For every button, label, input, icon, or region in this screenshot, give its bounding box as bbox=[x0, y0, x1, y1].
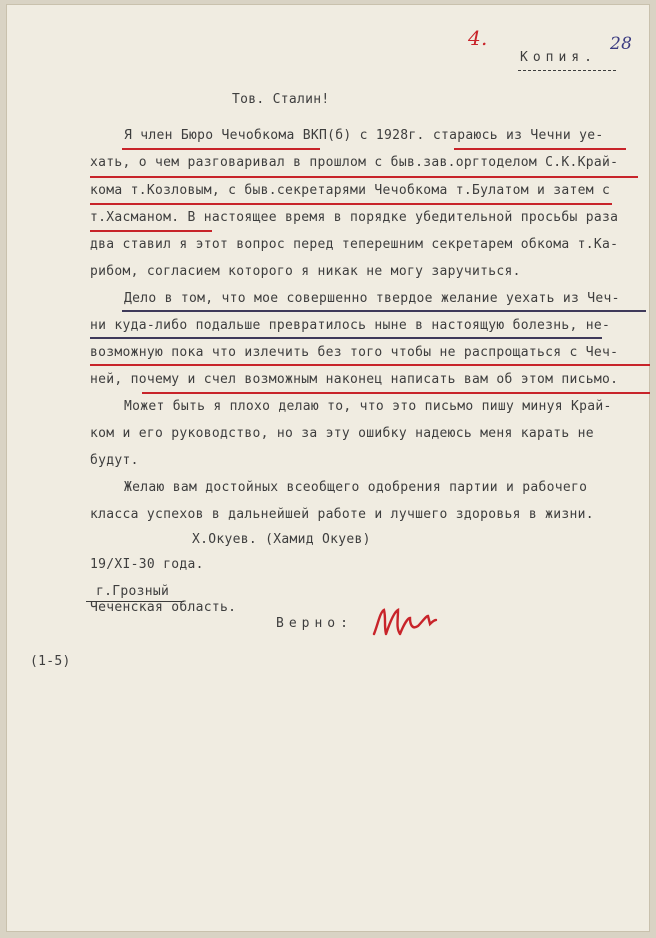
paragraph2-line: возможную пока что излечить без того чтобы не распрощаться с Чеч- bbox=[90, 345, 619, 360]
paragraph1-line: Я член Бюро Чечобкома ВКП(б) с 1928г. стараюсь из Чечни уе- bbox=[124, 128, 604, 143]
paragraph3-line: ком и его руководство, но за эту ошибку надеюсь меня карать не bbox=[90, 426, 594, 441]
red-underline bbox=[122, 148, 320, 150]
paragraph1-line: два ставил я этот вопрос перед теперешним секретарем обкома т.Ка- bbox=[90, 237, 619, 252]
red-underline bbox=[90, 364, 650, 366]
place-region: Чеченская область. bbox=[90, 600, 237, 615]
signature-name: Х.Окуев. (Хамид Окуев) bbox=[192, 532, 371, 547]
salutation: Тов. Сталин! bbox=[232, 92, 330, 107]
copy-label-underline bbox=[518, 70, 616, 71]
paragraph1-line: рибом, согласием которого я никак не могу заручиться. bbox=[90, 264, 521, 279]
letter-date: 19/XI-30 года. bbox=[90, 557, 204, 572]
red-underline bbox=[90, 203, 612, 205]
place-city: г.Грозный bbox=[96, 584, 170, 599]
margin-note: (1-5) bbox=[30, 654, 71, 669]
red-underline bbox=[142, 392, 650, 394]
pencil-underline bbox=[122, 310, 646, 312]
handwritten-signature bbox=[370, 604, 440, 640]
certified-label: Верно: bbox=[276, 616, 353, 631]
red-underline bbox=[90, 176, 638, 178]
pencil-underline bbox=[90, 337, 602, 339]
paragraph2-line: ней, почему и счел возможным наконец написать вам об этом письмо. bbox=[90, 372, 619, 387]
paragraph2-line: ни куда-либо подальше превратилось ныне в настоящую болезнь, не- bbox=[90, 318, 611, 333]
paragraph1-line: кома т.Козловым, с быв.секретарями Чечобкома т.Булатом и затем с bbox=[90, 183, 611, 198]
handwritten-page-number: 4. bbox=[468, 26, 488, 50]
paragraph4-line: Желаю вам достойных всеобщего одобрения партии и рабочего bbox=[124, 480, 588, 495]
red-underline bbox=[90, 230, 212, 232]
paragraph2-line: Дело в том, что мое совершенно твердое желание уехать из Чеч- bbox=[124, 291, 620, 306]
copy-label: Копия. bbox=[520, 50, 597, 65]
paragraph4-line: класса успехов в дальнейшей работе и лучшего здоровья в жизни. bbox=[90, 507, 594, 522]
stamped-page-number: 28 bbox=[610, 34, 633, 54]
paragraph1-line: хать, о чем разговаривал в прошлом с быв.зав.оргтоделом С.К.Край- bbox=[90, 155, 619, 170]
document-page bbox=[6, 4, 650, 932]
red-underline bbox=[454, 148, 626, 150]
paragraph3-line: будут. bbox=[90, 453, 139, 468]
paragraph1-line: т.Хасманом. В настоящее время в порядке убедительной просьбы раза bbox=[90, 210, 619, 225]
paragraph3-line: Может быть я плохо делаю то, что это письмо пишу минуя Край- bbox=[124, 399, 612, 414]
